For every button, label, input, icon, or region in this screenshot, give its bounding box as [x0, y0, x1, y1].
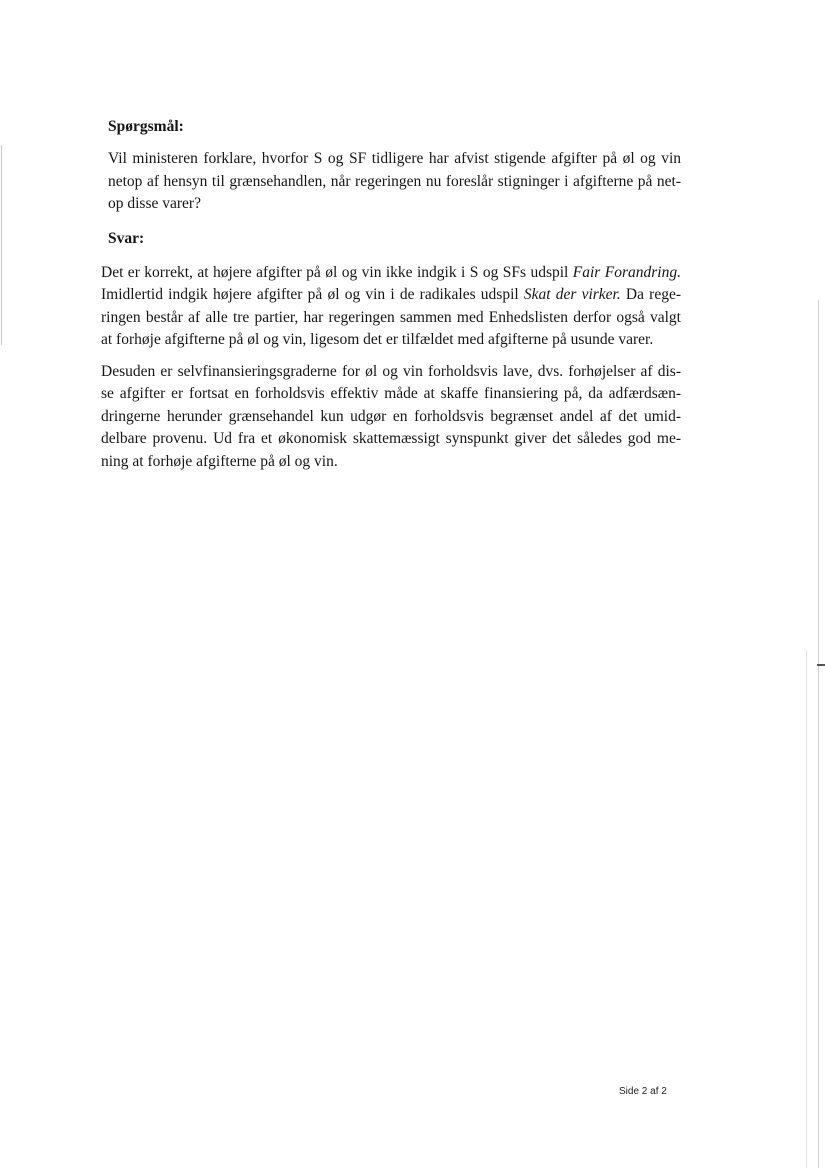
publication-title-fair-forandring: Fair Forandring. — [572, 263, 681, 281]
scan-edge-right-inner — [806, 650, 807, 1168]
scan-edge-right — [818, 300, 819, 1168]
question-line: op disse varer? — [108, 195, 201, 212]
page-number: Side 2 af 2 — [619, 1086, 667, 1097]
question-text — [101, 148, 681, 216]
answer-line: se afgifter er fortsat en forholdsvis effektiv måde at skaffe finansiering på, da adfærdsæn- — [101, 385, 681, 402]
answer-text: Imidlertid indgik højere afgifter på øl og vin i de radikales udspil — [101, 286, 524, 303]
answer-text: Det er korrekt, at højere afgifter på øl og vin ikke indgik i S og SFs udspil — [101, 263, 573, 281]
question-heading: Spørgsmål: — [108, 118, 184, 135]
question-line: netop af hensyn til grænsehandlen, når regeringen nu foreslår stigninger i afgifterne på net- — [108, 172, 681, 190]
scan-edge-left — [1, 145, 2, 345]
answer-line: delbare provenu. Ud fra et økonomisk skattemæssigt synspunkt giver det således god me- — [101, 430, 681, 447]
answer-line: ning at forhøje afgifterne på øl og vin. — [101, 452, 338, 470]
answer-paragraph-2 — [101, 361, 681, 474]
document-body — [101, 116, 681, 473]
answer-line: at forhøje afgifterne på øl og vin, ligesom det er tilfældet med afgifterne på usunde varer. — [101, 331, 654, 348]
answer-line: dringerne herunder grænsehandel kun udgør en forholdsvis begrænset andel af det umid- — [101, 407, 681, 425]
answer-line — [101, 262, 681, 285]
answer-line: ringen består af alle tre partier, har regeringen sammen med Enhedslisten derfor også valgt — [101, 308, 681, 326]
answer-text: Da rege- — [620, 286, 681, 303]
answer-line — [101, 284, 681, 307]
publication-title-skat-der-virker: Skat der virker. — [523, 286, 621, 303]
question-line: Vil ministeren forklare, hvorfor S og SF tidligere har afvist stigende afgifter på øl og vin — [108, 150, 681, 167]
answer-line: Desuden er selvfinansieringsgraderne for øl og vin forholdsvis lave, dvs. forhøjelser af dis- — [101, 362, 681, 380]
answer-heading: Svar: — [108, 229, 145, 247]
answer-paragraph-1 — [101, 262, 681, 352]
scan-mark — [817, 664, 825, 666]
